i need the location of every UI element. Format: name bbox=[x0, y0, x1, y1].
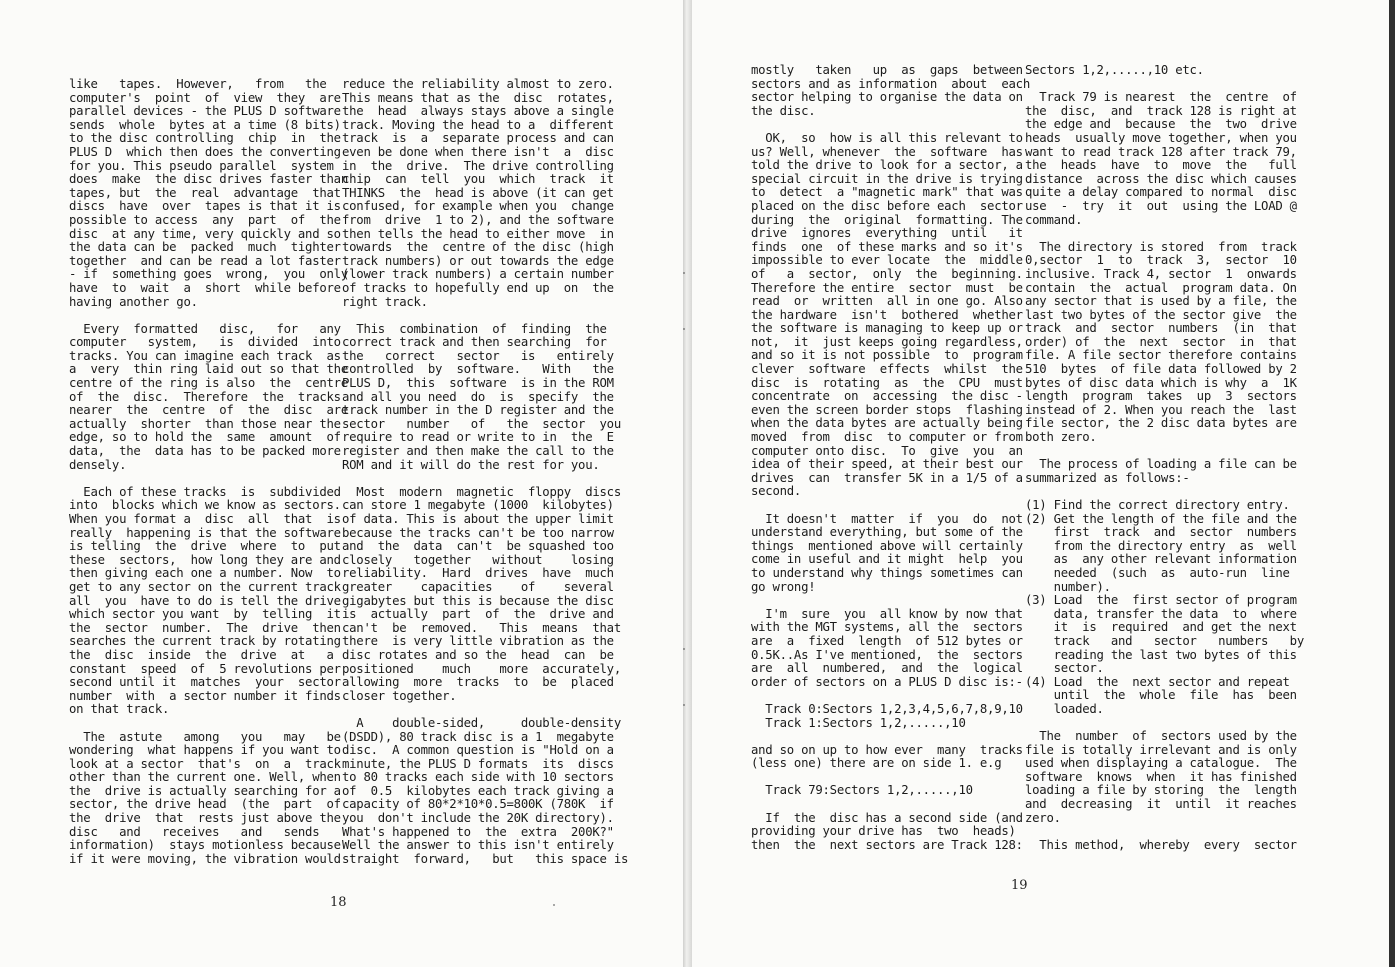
book-gutter bbox=[683, 0, 692, 967]
page-edge-shadow bbox=[1389, 0, 1395, 967]
left-page bbox=[0, 0, 683, 967]
scan-speck bbox=[683, 704, 685, 706]
left-page-column-2: reduce the reliability almost to zero. This means that as the disc rotates, the head always stays above a single track. Moving the head to a different track is a separate process and can even be done when there isn't a disc in the drive. The drive controlling chip can tell you which track it THINKS the head is above (it can get confused, for example when you change from drive 1 to 2), and the software then tells the head to either move in towards the centre of the disc (high track numbers) or out towards the edge (lower track numbers) a certain number of tracks to hopefully end up on the right track. This combination of finding the correct track and then searching for the correct sector is entirely controlled by software. With the PLUS D, this software is in the ROM and all you need do is specify the track number in the D register and the sector number of the sector you require to read or write to in the E register and then make the call to the ROM and it will do the rest for you. Most modern magnetic floppy discs can store 1 megabyte (1000 kilobytes) of data. This is about the upper limit because the tracks can't be too narrow and the data can't be squashed too closely together without losing reliability. Hard drives have much greater capacities of several gigabytes but this is because the disc is actually part of the drive and can't be removed. This means that there is very little vibration as the disc rotates and so the head can be positioned much more accurately, allowing more tracks to be placed closer together. A double-sided, double-density (DSDD), 80 track disc is a 1 megabyte disc. A common question is "Hold on a minute, the PLUS D formats its discs to 80 tracks each side with 10 sectors of 0.5 kilobytes each track giving a capacity of 80*2*10*0.5=800K (780K if you don't include the 20K directory). What's happened to the extra 200K?" Well the answer to this isn't entirely straight forward, but this space is bbox=[342, 77, 629, 866]
page-number-left: 18 bbox=[330, 895, 347, 910]
scan-speck bbox=[553, 904, 555, 906]
right-page-column-2: Sectors 1,2,.....,10 etc. Track 79 is nearest the centre of the disc, and track 128 is right at the edge and because the two drive heads usually move together, when you want to read track 128 after track 79, the heads have to move the full distance across the disc which causes quite a delay compared to normal disc use - try it out using the LOAD @ command. The directory is stored from track 0,sector 1 to track 3, sector 10 inclusive. Track 4, sector 1 onwards contain the actual program data. On any sector that is used by a file, the last two bytes of the sector give the track and sector numbers (in that order) of the next sector in that file. A file sector therefore contains 510 bytes of file data followed by 2 bytes of disc data which is why a 1K length program takes up 3 sectors instead of 2. When you reach the last file sector, the 2 disc data bytes are both zero. The process of loading a file can be summarized as follows:- (1) Find the correct directory entry. (2) Get the length of the file and the first track and sector numbers from the directory entry as well as any other relevant information needed (such as auto-run line number). (3) Load the first sector of program data, transfer the data to where it is required and get the next track and sector numbers by reading the last two bytes of this sector. (4) Load the next sector and repeat until the whole file has been loaded. The number of sectors used by the file is totally irrelevant and is only used when displaying a catalogue. The software knows when it has finished loading a file by storing the length and decreasing it until it reaches zero. This method, whereby every sector bbox=[1025, 63, 1304, 852]
left-page-column-1: like tapes. However, from the computer's point of view they are parallel devices - the PLUS D software sends whole bytes at a time (8 bits) to the disc controlling chip in the PLUS D which then does the converting for you. This pseudo parallel system does make the disc drives faster than tapes, but the real advantage that discs have over tapes is that it is possible to access any part of the disc at any time, very quickly and so the data can be packed much tighter together and can be read a lot faster - if something goes wrong, you only have to wait a short while before having another go. Every formatted disc, for any computer system, is divided into tracks. You can imagine each track as a very thin ring laid out so that the centre of the ring is also the centre of the disc. Therefore the tracks nearer the centre of the disc are actually shorter than those near the edge, so to hold the same amount of data, the data has to be packed more densely. Each of these tracks is subdivided into blocks which we know as sectors. When you format a disc all that is really happening is that the software is telling the drive where to put these sectors, how long they are and then giving each one a number. Now to get to any sector on the current track all you have to do is tell the drive which sector you want by telling it the sector number. The drive then searches the current track by rotating the disc inside the drive at a constant speed of 5 revolutions per second until it matches your sector number with a sector number it finds on that track. The astute among you may be wondering what happens if you want to look at a sector that's on a track other than the current one. Well, when the drive is actually searching for a sector, the drive head (the part of the drive that rests just above the disc and receives and sends information) stays motionless because if it were moving, the vibration would bbox=[69, 77, 348, 866]
scan-speck bbox=[683, 272, 685, 274]
scan-speck bbox=[683, 328, 685, 330]
right-page-column-1: mostly taken up as gaps between sectors and as information about each sector helping to organise the data on the disc. OK, so how is all this relevant to us? Well, whenever the software has told the drive to look for a sector, a special circuit in the drive is trying to detect a "magnetic mark" that was placed on the disc before each sector during the original formatting. The drive ignores everything until it finds one of these marks and so it's impossible to ever locate the middle of a sector, only the beginning. Therefore the entire sector must be read or written all in one go. Also the hardware isn't bothered whether the software is managing to keep up or not, it just keeps going regardless, and so it is not possible to program clever software effects whilst the disc is rotating as the CPU must concentrate on accessing the disc - even the screen border stops flashing when the data bytes are actually being moved from disc to computer or from computer onto disc. To give you an idea of their speed, at their best our drives can transfer 5K in a 1/5 of a second. It doesn't matter if you do not understand everything, but some of the things mentioned above will certainly come in useful and it might help you to understand why things sometimes can go wrong! I'm sure you all know by now that with the MGT systems, all the sectors are a fixed length of 512 bytes or 0.5K..As I've mentioned, the sectors are all numbered, and the logical order of sectors on a PLUS D disc is:- Track 0:Sectors 1,2,3,4,5,6,7,8,9,10 Track 1:Sectors 1,2,.....,10 and so on up to how ever many tracks (less one) there are on side 1. e.g Track 79:Sectors 1,2,.....,10 If the disc has a second side (and providing your drive has two heads) then the next sectors are Track 128: bbox=[751, 63, 1030, 852]
page-number-right: 19 bbox=[1011, 878, 1028, 893]
scan-speck bbox=[683, 648, 685, 650]
